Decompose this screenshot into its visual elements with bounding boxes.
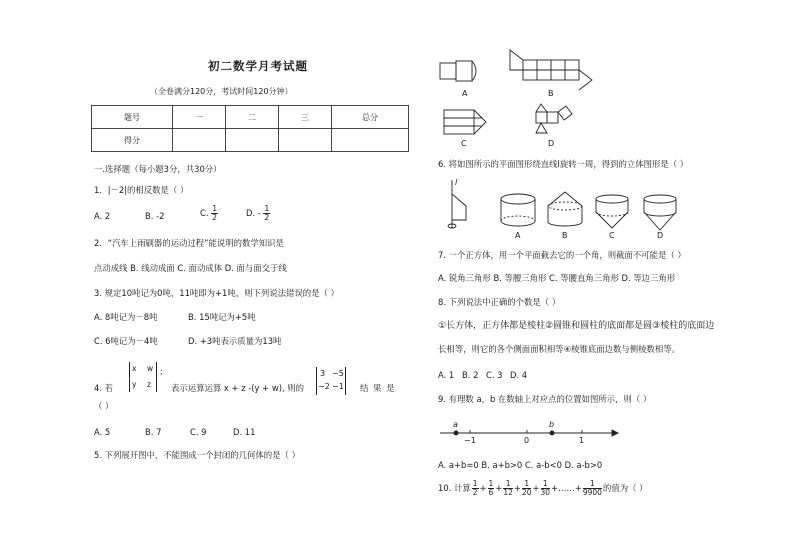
q1-option-a: A. 2: [94, 211, 111, 221]
table-cell: 得分: [92, 129, 173, 152]
q3-option-a: A. 8吨记为－8吨: [94, 312, 158, 322]
solid-b: [548, 192, 582, 206]
net-label-c: C: [461, 139, 467, 148]
point-a-label: a: [453, 420, 458, 429]
tick-label: 0: [524, 436, 530, 445]
table-cell: 题号: [92, 106, 173, 129]
axis-label: l: [455, 178, 458, 187]
plus-sign: +: [513, 483, 521, 493]
q8-stem: 8. 下列说法中正确的个数是（ ）: [438, 297, 561, 307]
plus-sign: +: [532, 483, 540, 493]
table-row: [92, 106, 409, 129]
q2-options: 点动成线 B. 线动成面 C. 面动成体 D. 面与面交于线: [94, 263, 287, 273]
score-table: [91, 105, 409, 152]
q10-suffix: 的值为（ ）: [602, 483, 648, 493]
q3-option-c: C. 6吨记为－4吨: [94, 336, 158, 346]
table-cell[interactable]: [332, 129, 409, 152]
fraction: [522, 480, 532, 497]
numerator: 1: [472, 479, 478, 488]
q4-option-c: C. 9: [190, 427, 207, 437]
table-cell[interactable]: [226, 129, 279, 152]
numerator: 1: [212, 204, 217, 213]
point-b-label: b: [549, 420, 555, 429]
denominator: 6: [488, 488, 494, 497]
q9-stem: 9. 有理数 a，b 在数轴上对应点的位置如图所示，则（ ）: [438, 394, 652, 404]
solid-c: [596, 195, 628, 203]
solid-label-b: B: [562, 231, 568, 240]
solid-d: [644, 212, 676, 216]
solid-label-d: D: [657, 231, 664, 240]
q3-option-d: D. +3吨表示质量为13吨: [188, 336, 282, 346]
q5-stem: 5. 下列展开图中，不能围成一个封闭的几何体的是（ ）: [94, 450, 300, 460]
denominator: 12: [503, 488, 513, 497]
q4-option-b: B. 7: [145, 427, 162, 437]
net-c-shape: [474, 110, 486, 134]
table-cell[interactable]: [279, 129, 332, 152]
ellipsis-terms: +……+: [551, 483, 582, 493]
tick-label: 1: [579, 436, 585, 445]
fraction: [583, 480, 602, 497]
solid-a: [501, 221, 535, 226]
matrix-entry: x: [132, 364, 137, 373]
net-c-shape: [444, 110, 474, 118]
section-heading: 一.选择题（每小题3分，共30分）: [94, 164, 222, 174]
net-b-shape: [579, 70, 592, 90]
q4-paren: （ ）: [94, 401, 114, 411]
fraction: [472, 480, 479, 497]
q8-body-line1: ①长方体，正方体都是棱柱②圆锥和圆柱的底面都是圆③棱柱的底面边: [438, 321, 715, 331]
net-a-shape: [440, 63, 456, 79]
plus-sign: +: [495, 483, 503, 493]
fraction: [503, 480, 513, 497]
q8-option-d: D. 4: [510, 370, 528, 380]
number-line-arrow: [612, 430, 618, 436]
net-c-shape: [444, 118, 474, 126]
q9-options: A. a+b=0 B. a+b>0 C. a-b<0 D. a-b>0: [438, 460, 603, 470]
q2-stem: 2．“汽车上雨刷器的运动过程”能说明的数学知识是: [94, 238, 284, 248]
fraction: [541, 480, 551, 497]
numerator: 1: [488, 479, 494, 488]
table-cell: 一: [173, 106, 226, 129]
matrix-entry: z: [147, 380, 151, 389]
q4-prefix: 4. 若: [94, 383, 114, 393]
solid-b: [548, 222, 582, 226]
denominator: 2: [264, 213, 270, 222]
table-cell: 三: [279, 106, 332, 129]
net-d-shape: [536, 123, 547, 133]
rotation-shape: [452, 194, 466, 220]
matrix-entry: −2: [318, 382, 330, 391]
q8-option-a: A. 1: [438, 370, 455, 380]
denominator: 2: [212, 213, 217, 222]
q9-number-line: [0, 0, 1, 1]
q8-option-c: C. 3: [486, 370, 503, 380]
q7-stem: 7. 一个正方体，用一个平面截去它的一个角，则截面不可能是（ ）: [438, 250, 686, 260]
option-prefix: D. -: [246, 208, 261, 218]
denominator: 2: [472, 488, 478, 497]
table-cell[interactable]: [173, 129, 226, 152]
plus-sign: +: [479, 483, 487, 493]
solid-label-a: A: [515, 231, 521, 240]
q6-stem: 6. 将如图所示的平面图形绕直线l旋转一周，得到的立体图形是（ ）: [438, 159, 689, 169]
denominator: 9900: [582, 488, 602, 497]
numerator: 1: [541, 480, 551, 489]
point-b: [550, 431, 554, 435]
net-a-shape: [472, 61, 476, 81]
table-cell: 总分: [332, 106, 409, 129]
matrix-entry: 3: [320, 369, 326, 378]
net-b-shape: [510, 50, 523, 70]
q10-prefix: 10. 计算: [438, 483, 471, 493]
fraction: [488, 480, 495, 497]
solid-d: [644, 195, 676, 203]
solid-b: [548, 202, 582, 210]
tick-label: −1: [464, 436, 476, 445]
q8-option-b: B. 2: [462, 370, 479, 380]
net-d-shape: [536, 112, 547, 123]
solid-a: [501, 216, 535, 221]
q4-result-text: 结 果 是: [360, 383, 395, 393]
option-prefix: C.: [200, 208, 209, 218]
denominator: 30: [540, 488, 551, 497]
matrix-entry: −1: [332, 382, 344, 391]
solid-a: [501, 194, 535, 204]
matrix-entry: y: [132, 380, 137, 389]
q1-stem: 1．|－2|的相反数是（ ）: [94, 185, 189, 195]
q4-matrix-def: [129, 362, 157, 392]
net-c-shape: [444, 126, 474, 134]
q7-options: A. 锐角三角形 B. 等腰三角形 C. 等腰直角三角形 D. 等边三角形: [438, 273, 676, 283]
matrix-entry: w: [147, 364, 154, 373]
net-label-b: B: [548, 89, 554, 98]
q4-colon: ;: [160, 367, 163, 376]
net-label-d: D: [548, 139, 555, 148]
point-a: [454, 431, 458, 435]
q10-expression: [438, 480, 648, 497]
numerator: 1: [503, 480, 513, 489]
page-subtitle: （全卷满分120分，考试时间120分钟）: [150, 87, 293, 96]
q1-option-b: B. -2: [145, 211, 165, 221]
q1-option-d: [246, 205, 270, 222]
q8-body-line2: 长相等，则它的各个侧面面积相等④棱锥底面边数与侧棱数相等。: [438, 344, 681, 354]
fraction: [211, 205, 218, 222]
net-d-shape: [558, 106, 572, 120]
q3-stem: 3. 规定10吨记为0吨，11吨即为+1吨，则下列说法错误的是（ ）: [94, 288, 339, 298]
solid-c: [596, 212, 628, 216]
table-row: [92, 129, 409, 152]
solid-label-c: C: [609, 231, 615, 240]
q4-option-a: A. 5: [94, 427, 111, 437]
numerator: 1: [522, 480, 532, 489]
table-cell: 二: [226, 106, 279, 129]
numerator: 1: [583, 480, 602, 489]
net-label-a: A: [462, 89, 468, 98]
q1-option-c: [200, 205, 218, 222]
fraction: [263, 205, 270, 222]
net-d-shape: [536, 104, 547, 112]
matrix-entry: −5: [332, 369, 344, 378]
q3-option-b: B. 15吨记为+5吨: [188, 312, 256, 322]
q4-option-d: D. 11: [233, 427, 256, 437]
q4-middle-text: 表示运算运算 x + z -(y + w), 则的: [171, 383, 305, 393]
net-a-shape: [456, 61, 472, 81]
q4-matrix-values: [316, 367, 346, 395]
numerator: 1: [264, 204, 270, 213]
denominator: 20: [521, 488, 532, 497]
page-title: 初二数学月考试题: [208, 59, 308, 73]
net-d-shape: [547, 112, 558, 123]
